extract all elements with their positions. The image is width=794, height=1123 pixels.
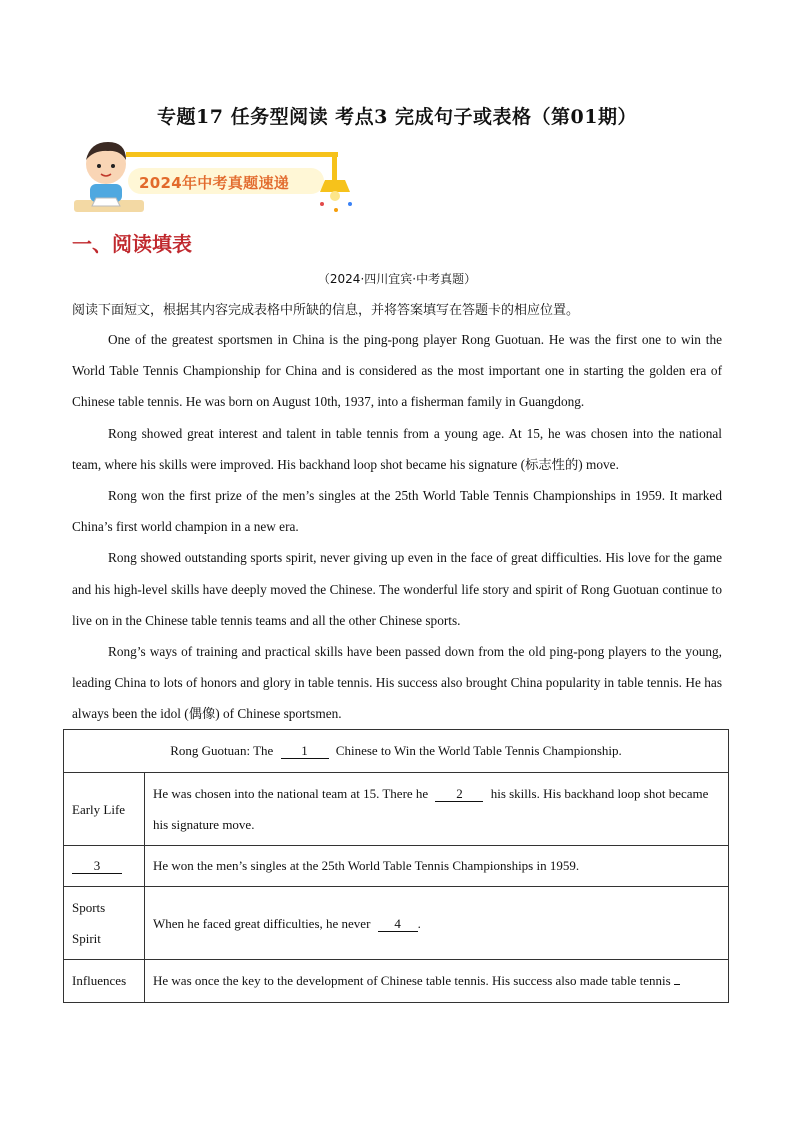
row-text-after: his skills. His backhand loop shot became his signature move.: [153, 786, 709, 832]
table-header-cell: [64, 730, 729, 773]
row-content: [145, 960, 729, 1003]
row-label: [64, 846, 145, 887]
row-label: Sports Spirit: [64, 887, 145, 960]
answer-blank-5[interactable]: [674, 984, 680, 985]
row-text-before: When he faced great difficulties, he never: [153, 915, 371, 931]
table-row: [64, 887, 729, 960]
row-content: [145, 773, 729, 846]
task-table: [63, 729, 729, 1003]
row-label: Early Life: [64, 773, 145, 846]
section-title: 一、阅读填表: [72, 232, 192, 256]
header-text-after: Chinese to Win the World Table Tennis Championship.: [335, 743, 622, 758]
header-text-before: Rong Guotuan: The: [170, 743, 274, 758]
instruction-text: 阅读下面短文，根据其内容完成表格中所缺的信息，并将答案填写在答题卡的相应位置。: [72, 303, 580, 318]
row-label: Influences: [64, 960, 145, 1003]
passage-paragraph: Rong’s ways of training and practical skills have been passed down from the old ping-pong players to the young, leading China to lots of honors and glory in table tennis. His success also brought China popularity in table tennis. He has always been the idol (偶像) of Chinese sportsmen.: [72, 644, 722, 722]
document-title: 专题17 任务型阅读 考点3 完成句子或表格（第01期）: [157, 106, 637, 128]
answer-blank-3[interactable]: 3: [72, 858, 122, 874]
lamp-icon: [320, 180, 350, 192]
passage-paragraph: One of the greatest sportsmen in China is the ping-pong player Rong Guotuan. He was the first one to win the World Table Tennis Championship for China and is considered as the most important one in starting the golden era of Chinese table tennis. He was born on August 10th, 1937, into a fisherman family in Guangdong.: [72, 332, 722, 410]
answer-blank-1[interactable]: 1: [281, 743, 329, 759]
passage-paragraph: Rong showed great interest and talent in table tennis from a young age. At 15, he was chosen into the national team, where his skills were improved. His backhand loop shot became his signature (标志性的) move.: [72, 425, 722, 472]
row-text-after: .: [417, 915, 421, 931]
row-content: [145, 887, 729, 960]
passage-paragraph: Rong showed outstanding sports spirit, never giving up even in the face of great difficulties. His love for the game and his high-level skills have deeply moved the Chinese. The wonderful life story and spirit of Rong Guotuan continue to live on in the Chinese table tennis teams and all the other Chinese sports.: [72, 550, 722, 628]
row-text: He was once the key to the development of Chinese table tennis. His success also made table tennis: [153, 973, 671, 988]
table-row: [64, 846, 729, 887]
answer-blank-4[interactable]: 4: [378, 916, 418, 932]
table-row: [64, 773, 729, 846]
table-row: [64, 960, 729, 1003]
answer-blank-2[interactable]: 2: [435, 786, 483, 802]
row-content: He won the men’s singles at the 25th World Table Tennis Championships in 1959.: [145, 846, 729, 887]
row-text-before: He was chosen into the national team at 15. There he: [153, 786, 429, 801]
reading-passage: [72, 324, 722, 730]
passage-paragraph: Rong won the first prize of the men’s singles at the 25th World Table Tennis Championships in 1959. It marked China’s first world champion in a new era.: [72, 488, 722, 535]
banner-label: 2024年中考真题速递: [139, 174, 290, 192]
question-source: （2024·四川宜宾·中考真题）: [317, 272, 477, 286]
